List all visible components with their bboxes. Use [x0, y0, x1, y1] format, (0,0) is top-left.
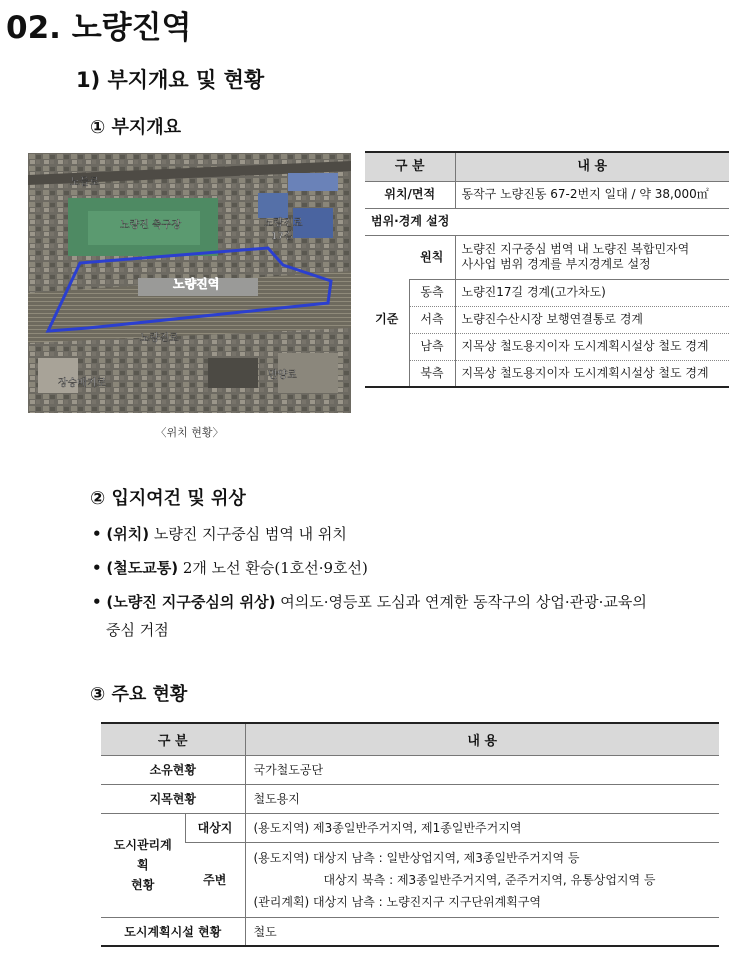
bullet-mark: • [92, 559, 102, 577]
t1-criteria-dir: 남측 [409, 333, 455, 360]
label-manyangro: 만양로 [268, 370, 297, 381]
t2-land-label: 지목현황 [101, 784, 245, 813]
t1-header-category: 구 분 [365, 152, 455, 181]
bullet-item [92, 520, 347, 548]
status-table [101, 722, 719, 947]
t2-land-value: 철도용지 [245, 784, 719, 813]
t2-target-value: (용도지역) 제3종일반주거지역, 제1종일반주거지역 [245, 813, 719, 842]
bullet-label: (노량진 지구중심의 위상) [106, 593, 276, 611]
bullet-label: (철도교통) [106, 559, 179, 577]
t2-around-line1: (용도지역) 대상지 남측 : 일반상업지역, 제3종일반주거지역 등 [253, 850, 580, 865]
label-noryangjinro: 노량진로 [140, 333, 179, 344]
t1-location-value: 동작구 노량진동 67-2번지 일대 / 약 38,000㎡ [455, 181, 729, 208]
t1-criteria-dir: 동측 [409, 279, 455, 306]
aerial-photo [28, 153, 351, 413]
t1-header-content: 내 용 [455, 152, 729, 181]
bullet-label: (위치) [106, 525, 150, 543]
label-jangseung: 장승배기로 [58, 378, 107, 389]
t1-criteria-label: 기준 [375, 312, 399, 326]
t2-owner-label: 소유현황 [101, 755, 245, 784]
page-title: 02. 노량진역 [6, 10, 192, 46]
t1-principle-line1: 노량진 지구중심 범역 내 노량진 복합민자역 [461, 242, 690, 256]
bullet-item [92, 588, 732, 616]
t2-facility-value: 철도 [245, 917, 719, 946]
subheading-location: ② 입지여건 및 위상 [90, 488, 246, 509]
t2-target-label: 대상지 [185, 813, 245, 842]
bullet-mark: • [92, 525, 102, 543]
t2-header-content: 내 용 [245, 723, 719, 755]
bullet-text: 여의도·영등포 도심과 연계한 동작구의 상업·관광·교육의 [280, 593, 647, 611]
label-stadium: 노량진 축구장 [120, 220, 182, 231]
t1-principle-label: 원칙 [409, 235, 455, 279]
t1-criteria-text: 지목상 철도용지이자 도시계획시설상 철도 경계 [455, 360, 729, 387]
t1-location-label: 위치/면적 [365, 181, 455, 208]
t1-criteria-dir: 북측 [409, 360, 455, 387]
t2-urban-label-line1: 도시관리계획 [113, 838, 172, 872]
bullet-mark: • [92, 593, 102, 611]
t2-around-label: 주변 [185, 842, 245, 917]
t1-criteria-text: 노량진수산시장 보행연결통로 경계 [455, 306, 729, 333]
label-road17: 노량진로 [264, 218, 303, 229]
site-overview-table [365, 151, 729, 388]
t1-principle-value [455, 235, 729, 279]
bullet-text: 2개 노선 환승(1호선·9호선) [182, 559, 368, 577]
t1-principle-line2: 사사업 범위 경계를 부지경계로 설정 [461, 257, 651, 271]
photo-caption: 〈위치 현황〉 [155, 426, 224, 439]
subheading-status: ③ 주요 현황 [90, 684, 188, 705]
t2-urban-label-line2: 현황 [131, 878, 155, 892]
t2-facility-label: 도시계획시설 현황 [101, 917, 245, 946]
t2-owner-value: 국가철도공단 [245, 755, 719, 784]
t1-range-label: 범위·경계 설정 [365, 208, 729, 235]
bullet-continuation: 중심 거점 [106, 621, 169, 639]
t2-header-category: 구 분 [101, 723, 245, 755]
t2-around-value [245, 842, 719, 917]
t1-criteria-text: 노량진17길 경계(고가차도) [455, 279, 729, 306]
t1-criteria-text: 지목상 철도용지이자 도시계획시설상 철도 경계 [455, 333, 729, 360]
t1-criteria-dir: 서측 [409, 306, 455, 333]
subheading-site-overview: ① 부지개요 [90, 117, 182, 138]
t2-around-line2: 대상지 북측 : 제3종일반주거지역, 준주거지역, 유통상업지역 등 [323, 872, 656, 887]
bullet-text: 노량진 지구중심 범역 내 위치 [153, 525, 347, 543]
label-station: 노량진역 [173, 277, 220, 291]
label-road17b: 17길 [271, 231, 294, 242]
section-heading-site: 1) 부지개요 및 현황 [76, 68, 265, 92]
bullet-item [92, 554, 368, 582]
label-nodeulro: 노들로 [70, 177, 99, 188]
t2-urban-label [101, 813, 185, 917]
t2-around-line3: (관리계획) 대상지 남측 : 노량진지구 지구단위계획구역 [253, 894, 542, 909]
